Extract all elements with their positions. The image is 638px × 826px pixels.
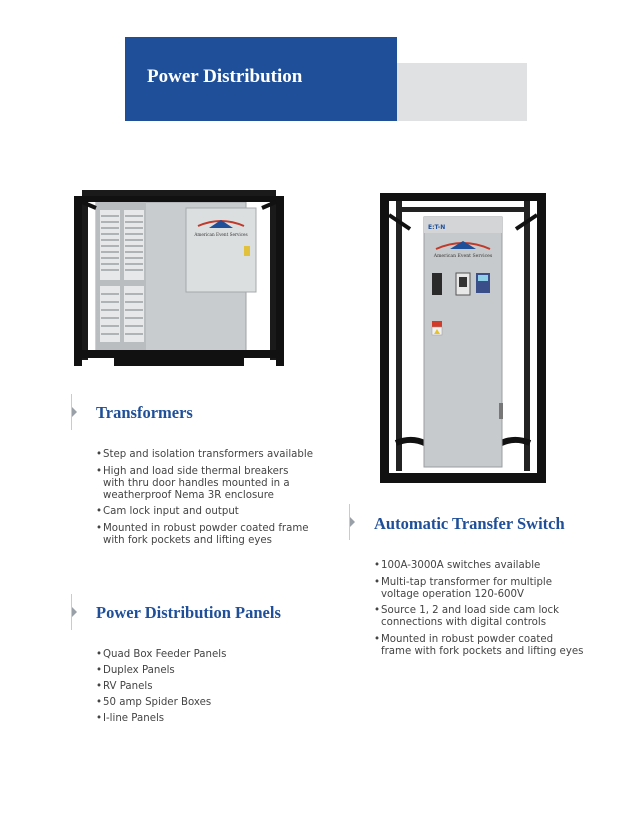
list-item: • Source 1, 2 and load side cam lock connections with digital controls — [374, 605, 583, 629]
section-marker — [349, 504, 363, 540]
list-item: • Step and isolation transformers available — [96, 449, 313, 461]
list-item: • Duplex Panels — [96, 665, 226, 677]
list-item: • High and load side thermal breakers with thru door handles mounted in a weatherproof Nema 3R enclosure — [96, 466, 313, 502]
section-marker — [71, 394, 85, 430]
transformer-photo — [74, 186, 284, 378]
list-item: • 100A-3000A switches available — [374, 560, 583, 572]
ats-list — [374, 560, 583, 662]
list-item: • Mounted in robust powder coated frame with fork pockets and lifting eyes — [374, 634, 583, 658]
transformers-heading: Transformers — [96, 403, 193, 422]
list-item: • Cam lock input and output — [96, 506, 313, 518]
list-item: • 50 amp Spider Boxes — [96, 697, 226, 709]
ats-photo — [380, 193, 546, 483]
ats-photo-brand: E:T-N — [428, 224, 446, 231]
section-marker — [71, 594, 85, 630]
ats-heading: Automatic Transfer Switch — [374, 514, 565, 533]
panels-list — [96, 649, 226, 729]
list-item: • Quad Box Feeder Panels — [96, 649, 226, 661]
header-gray-band — [396, 63, 527, 121]
ats-photo-label: American Event Services — [433, 254, 493, 259]
list-item: • Multi-tap transformer for multiple voltage operation 120-600V — [374, 577, 583, 601]
list-item: • I-line Panels — [96, 713, 226, 725]
transformer-photo-label: American Event Services — [194, 232, 248, 237]
page-title: Power Distribution — [147, 66, 303, 87]
list-item: • Mounted in robust powder coated frame with fork pockets and lifting eyes — [96, 523, 313, 547]
list-item: • RV Panels — [96, 681, 226, 693]
transformers-list — [96, 449, 313, 551]
panels-heading: Power Distribution Panels — [96, 603, 281, 622]
